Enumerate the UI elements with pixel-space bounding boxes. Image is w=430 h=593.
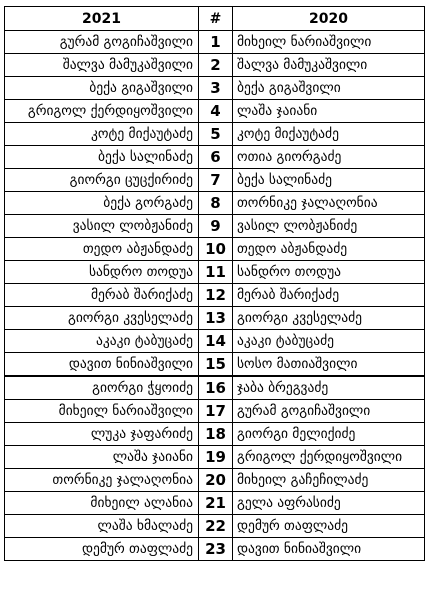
player-2021: სანდრო თოდუა <box>5 261 199 284</box>
player-2021: აკაკი ტაბუცაძე <box>5 330 199 353</box>
table-row <box>5 284 425 307</box>
player-2021: გიორგი ჭყოიძე <box>5 376 199 400</box>
row-number: 8 <box>199 192 233 215</box>
table-row <box>5 538 425 561</box>
table-row <box>5 123 425 146</box>
row-number: 9 <box>199 215 233 238</box>
table-row <box>5 492 425 515</box>
player-2021: თედო აბჟანდაძე <box>5 238 199 261</box>
player-2021: ბექა გიგაშვილი <box>5 77 199 100</box>
player-2021: მიხეილ ნარიაშვილი <box>5 400 199 423</box>
table-row <box>5 446 425 469</box>
player-2021: კოტე მიქაუტაძე <box>5 123 199 146</box>
table-row <box>5 77 425 100</box>
table-row <box>5 100 425 123</box>
player-2020: კოტე მიქაუტაძე <box>233 123 425 146</box>
row-number: 17 <box>199 400 233 423</box>
player-2021: მერაბ შარიქაძე <box>5 284 199 307</box>
player-2020: გელა აფრასიძე <box>233 492 425 515</box>
player-2020: მერაბ შარიქაძე <box>233 284 425 307</box>
table-row <box>5 353 425 377</box>
player-2021: გიორგი კვესელაძე <box>5 307 199 330</box>
roster-sheet <box>4 6 424 588</box>
row-number: 15 <box>199 353 233 377</box>
table-row <box>5 469 425 492</box>
row-number: 3 <box>199 77 233 100</box>
player-2020: სანდრო თოდუა <box>233 261 425 284</box>
row-number: 2 <box>199 54 233 77</box>
player-2020: ლაშა ჯაიანი <box>233 100 425 123</box>
roster-comparison-table <box>4 6 425 561</box>
player-2020: გურამ გოგიჩაშვილი <box>233 400 425 423</box>
row-number: 11 <box>199 261 233 284</box>
row-number: 5 <box>199 123 233 146</box>
row-number: 14 <box>199 330 233 353</box>
player-2020: თედო აბჟანდაძე <box>233 238 425 261</box>
player-2020: თორნიკე ჯალაღონია <box>233 192 425 215</box>
table-row <box>5 330 425 353</box>
row-number: 12 <box>199 284 233 307</box>
table-row <box>5 423 425 446</box>
player-2020: აკაკი ტაბუცაძე <box>233 330 425 353</box>
table-row <box>5 400 425 423</box>
player-2021: დავით ნინიაშვილი <box>5 353 199 377</box>
player-2021: ვასილ ლობჟანიძე <box>5 215 199 238</box>
player-2020: დემურ თაფლაძე <box>233 515 425 538</box>
table-row <box>5 31 425 54</box>
player-2021: ბექა სალინაძე <box>5 146 199 169</box>
table-row <box>5 192 425 215</box>
row-number: 13 <box>199 307 233 330</box>
table-row <box>5 515 425 538</box>
player-2020: გიორგი კვესელაძე <box>233 307 425 330</box>
player-2020: მიხეილ ნარიაშვილი <box>233 31 425 54</box>
row-number: 1 <box>199 31 233 54</box>
player-2021: ლაშა ჯაიანი <box>5 446 199 469</box>
player-2020: ოთია გიორგაძე <box>233 146 425 169</box>
table-row <box>5 215 425 238</box>
table-row <box>5 146 425 169</box>
player-2021: თორნიკე ჯალაღონია <box>5 469 199 492</box>
row-number: 10 <box>199 238 233 261</box>
player-2020: ვასილ ლობჟანიძე <box>233 215 425 238</box>
player-2020: დავით ნინიაშვილი <box>233 538 425 561</box>
player-2020: გრიგოლ ქერდიყოშვილი <box>233 446 425 469</box>
player-2021: დემურ თაფლაძე <box>5 538 199 561</box>
player-2021: ბექა გორგაძე <box>5 192 199 215</box>
player-2020: ჯაბა ბრეგვაძე <box>233 376 425 400</box>
player-2020: ბექა სალინაძე <box>233 169 425 192</box>
player-2021: ლუკა ჯაფარიძე <box>5 423 199 446</box>
player-2021: მიხეილ ალანია <box>5 492 199 515</box>
player-2020: ბექა გიგაშვილი <box>233 77 425 100</box>
player-2020: გიორგი მელიქიძე <box>233 423 425 446</box>
row-number: 20 <box>199 469 233 492</box>
player-2021: გურამ გოგიჩაშვილი <box>5 31 199 54</box>
row-number: 7 <box>199 169 233 192</box>
row-number: 19 <box>199 446 233 469</box>
table-body <box>5 31 425 561</box>
row-number: 18 <box>199 423 233 446</box>
table-row <box>5 54 425 77</box>
player-2021: გიორგი ცუცქირიძე <box>5 169 199 192</box>
player-2020: შალვა მამუკაშვილი <box>233 54 425 77</box>
player-2020: მიხეილ გაჩეჩილაძე <box>233 469 425 492</box>
player-2020: სოსო მათიაშვილი <box>233 353 425 377</box>
player-2021: შალვა მამუკაშვილი <box>5 54 199 77</box>
row-number: 23 <box>199 538 233 561</box>
header-row <box>5 7 425 31</box>
header-2021: 2021 <box>5 7 199 31</box>
table-row <box>5 169 425 192</box>
player-2021: ლაშა ხმალაძე <box>5 515 199 538</box>
row-number: 4 <box>199 100 233 123</box>
row-number: 16 <box>199 376 233 400</box>
table-row <box>5 376 425 400</box>
row-number: 21 <box>199 492 233 515</box>
header-2020: 2020 <box>233 7 425 31</box>
table-row <box>5 307 425 330</box>
table-row <box>5 238 425 261</box>
header-number: # <box>199 7 233 31</box>
row-number: 22 <box>199 515 233 538</box>
table-row <box>5 261 425 284</box>
player-2021: გრიგოლ ქერდიყოშვილი <box>5 100 199 123</box>
row-number: 6 <box>199 146 233 169</box>
